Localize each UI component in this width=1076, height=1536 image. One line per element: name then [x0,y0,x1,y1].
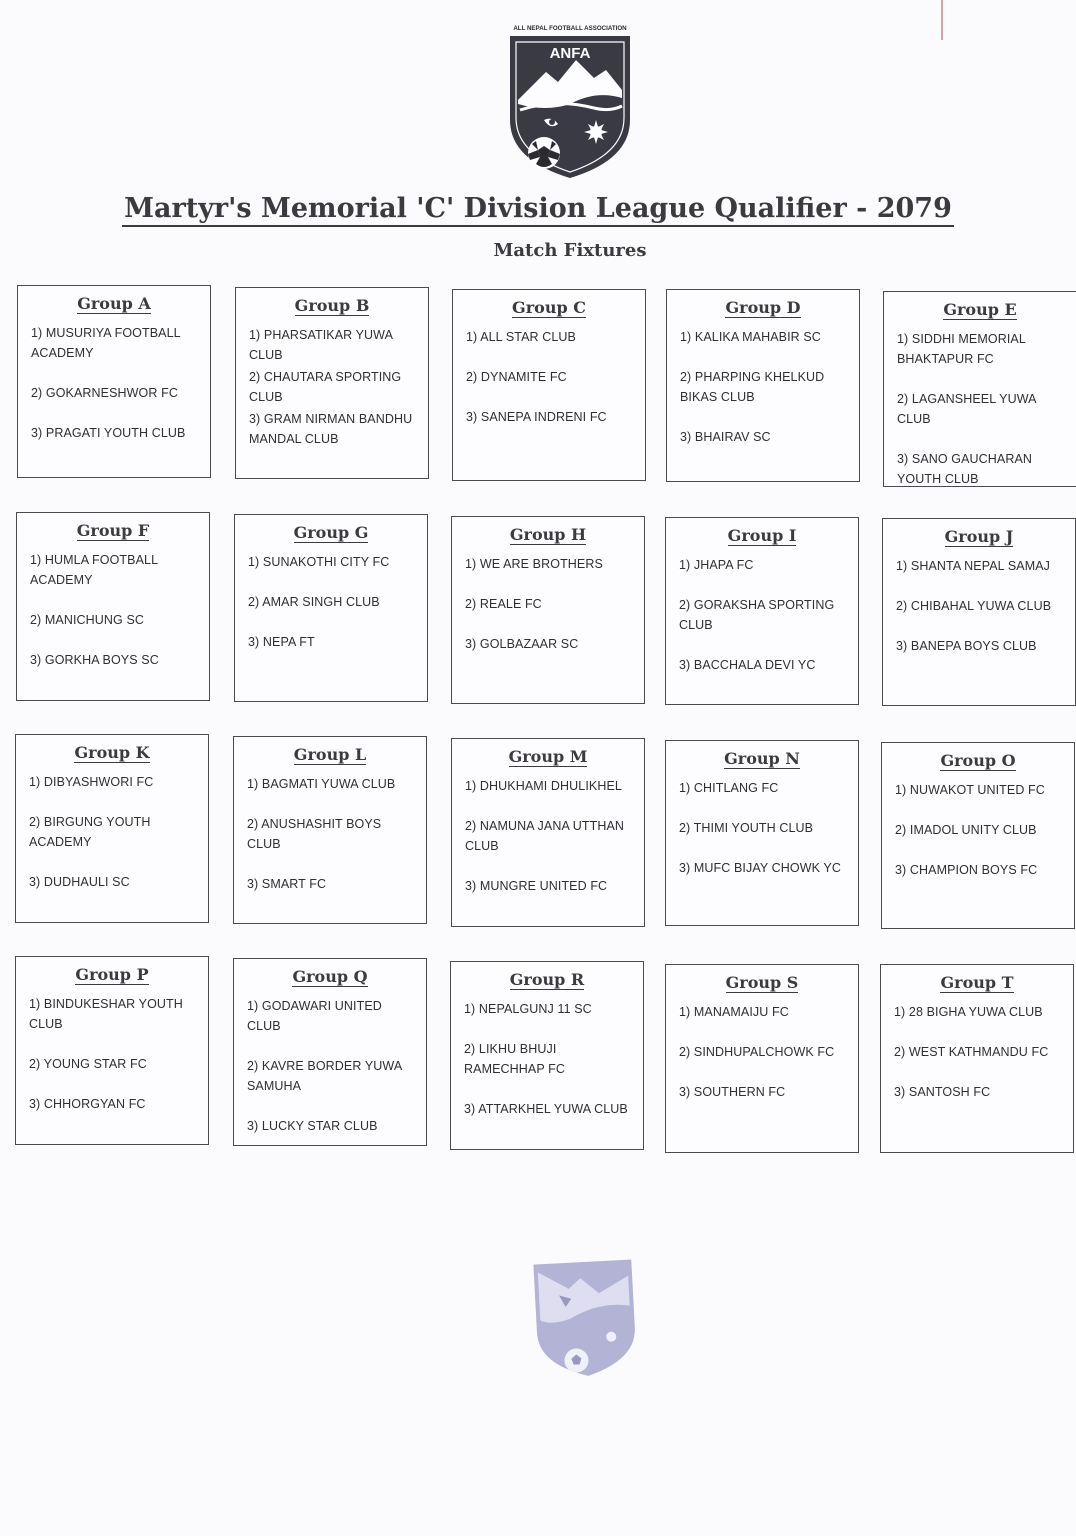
team-entry: 3) CHAMPION BOYS FC [895,863,1038,877]
group-name [666,749,858,768]
team-entry: 2) AMAR SINGH CLUB [248,595,380,609]
team-entry: 3) SOUTHERN FC [679,1085,786,1099]
team-entry: 3) GORKHA BOYS SC [30,653,159,667]
team-entry: 3) SANTOSH FC [894,1085,991,1099]
page-subtitle: Match Fixtures [493,240,647,261]
team-entry: 2) GORAKSHA SPORTING CLUB [679,598,835,632]
group-name [883,527,1075,546]
group-name [667,298,859,317]
group-name [16,743,208,762]
team-entry: 1) SIDDHI MEMORIAL BHAKTAPUR FC [897,332,1026,366]
team-entry: 3) BANEPA BOYS CLUB [896,639,1037,653]
group-name-text: Group G [293,523,369,542]
team-entry: 2) KAVRE BORDER YUWA SAMUHA [247,1059,402,1093]
team-entry: 2) IMADOL UNITY CLUB [895,823,1037,837]
group-name-text: Group T [940,973,1014,992]
team-entry: 2) YOUNG STAR FC [29,1057,147,1071]
team-entry: 3) NEPA FT [248,635,315,649]
team-entry: 1) PHARSATIKAR YUWA CLUB [249,328,393,362]
team-entry: 1) BAGMATI YUWA CLUB [247,777,396,791]
group-name-text: Group D [725,298,801,317]
team-entry: 1) JHAPA FC [679,558,754,572]
group-box [666,289,860,482]
group-name [451,970,643,989]
group-name [236,296,428,315]
team-entry: 2) CHAUTARA SPORTING CLUB [249,370,402,404]
group-box [16,512,210,701]
team-entry: 2) WEST KATHMANDU FC [894,1045,1049,1059]
group-name-text: Group O [940,751,1016,770]
team-entry: 1) 28 BIGHA YUWA CLUB [894,1005,1043,1019]
group-name [453,298,645,317]
team-entry: 2) REALE FC [465,597,542,611]
team-entry: 2) PHARPING KHELKUD BIKAS CLUB [680,370,825,404]
group-box [233,736,427,924]
group-box [15,734,209,923]
group-name [16,965,208,984]
group-box [15,956,209,1145]
team-entry: 1) ALL STAR CLUB [466,330,576,344]
team-entry: 1) MUSURIYA FOOTBALL ACADEMY [31,326,181,360]
group-box [881,742,1075,929]
team-entry: 1) BINDUKESHAR YOUTH CLUB [29,997,183,1031]
team-entry: 3) BHAIRAV SC [680,430,771,444]
team-entry: 2) ANUSHASHIT BOYS CLUB [247,817,382,851]
group-name [234,967,426,986]
team-entry: 3) ATTARKHEL YUWA CLUB [464,1102,628,1116]
team-entry: 3) DUDHAULI SC [29,875,130,889]
team-entry: 3) GOLBAZAAR SC [465,637,579,651]
group-box [450,961,644,1150]
logo-text: ANFA [549,45,591,62]
team-entry: 1) HUMLA FOOTBALL ACADEMY [30,553,158,587]
group-name [17,521,209,540]
group-name [884,300,1076,319]
group-box [233,958,427,1146]
group-name-text: Group L [293,745,367,764]
group-box [882,518,1076,706]
team-entry: 1) DHUKHAMI DHULIKHEL [465,779,622,793]
team-entry: 3) MUFC BIJAY CHOWK YC [679,861,841,875]
page-title-text: Martyr's Memorial 'C' Division League Qualifier - 2079 [122,193,954,227]
team-entry: 3) BACCHALA DEVI YC [679,658,816,672]
team-entry: 2) SINDHUPALCHOWK FC [679,1045,835,1059]
group-name [666,973,858,992]
team-entry: 2) CHIBAHAL YUWA CLUB [896,599,1052,613]
team-entry: 2) BIRGUNG YOUTH ACADEMY [29,815,151,849]
group-name-text: Group K [74,743,150,762]
group-box [665,740,859,926]
group-name-text: Group J [944,527,1014,546]
group-box [665,517,859,705]
group-box [883,291,1076,487]
group-box [234,514,428,702]
group-name-text: Group F [76,521,150,540]
association-name: ALL NEPAL FOOTBALL ASSOCIATION [513,25,627,32]
team-entry: 1) SHANTA NEPAL SAMAJ [896,559,1050,573]
team-entry: 2) MANICHUNG SC [30,613,145,627]
team-entry: 1) MANAMAIJU FC [679,1005,789,1019]
team-entry: 2) THIMI YOUTH CLUB [679,821,814,835]
group-name [234,745,426,764]
group-name-text: Group P [75,965,149,984]
group-name-text: Group H [509,525,587,544]
team-entry: 2) GOKARNESHWOR FC [31,386,178,400]
group-name-text: Group B [294,296,370,315]
group-box [451,738,645,927]
team-entry: 1) NUWAKOT UNITED FC [895,783,1045,797]
team-entry: 2) LAGANSHEEL YUWA CLUB [897,392,1036,426]
edge-mark [941,0,943,40]
anfa-stamp [527,1245,644,1381]
team-entry: 1) DIBYASHWORI FC [29,775,154,789]
group-name [666,526,858,545]
group-box [235,287,429,479]
team-entry: 1) KALIKA MAHABIR SC [680,330,821,344]
team-entry: 3) SMART FC [247,877,327,891]
group-name-text: Group S [725,973,799,992]
team-entry: 1) GODAWARI UNITED CLUB [247,999,382,1033]
group-name [452,525,644,544]
group-name-text: Group C [512,298,586,317]
group-name-text: Group E [943,300,1017,319]
team-entry: 2) DYNAMITE FC [466,370,567,384]
group-box [17,285,211,478]
page-title [0,193,1076,224]
group-name [881,973,1073,992]
group-box [665,964,859,1153]
team-entry: 1) WE ARE BROTHERS [465,557,603,571]
group-name [452,747,644,766]
team-entry: 3) LUCKY STAR CLUB [247,1119,378,1133]
group-name-text: Group N [724,749,800,768]
team-entry: 2) NAMUNA JANA UTTHAN CLUB [465,819,625,853]
group-name-text: Group I [727,526,797,545]
group-name-text: Group Q [292,967,368,986]
group-name-text: Group M [508,747,588,766]
group-box [451,516,645,704]
team-entry: 3) SANO GAUCHARAN YOUTH CLUB [897,452,1033,486]
group-name [235,523,427,542]
team-entry: 2) LIKHU BHUJI RAMECHHAP FC [464,1042,565,1076]
team-entry: 3) GRAM NIRMAN BANDHU MANDAL CLUB [249,412,413,446]
team-entry: 1) CHITLANG FC [679,781,779,795]
anfa-logo [506,20,634,180]
group-box [880,964,1074,1153]
team-entry: 3) PRAGATI YOUTH CLUB [31,426,186,440]
group-box [452,289,646,481]
team-entry: 1) SUNAKOTHI CITY FC [248,555,390,569]
team-entry: 1) NEPALGUNJ 11 SC [464,1002,592,1016]
group-name-text: Group A [77,294,151,313]
team-entry: 3) MUNGRE UNITED FC [465,879,608,893]
team-entry: 3) CHHORGYAN FC [29,1097,146,1111]
group-name [882,751,1074,770]
group-name-text: Group R [509,970,585,989]
group-name [18,294,210,313]
team-entry: 3) SANEPA INDRENI FC [466,410,607,424]
